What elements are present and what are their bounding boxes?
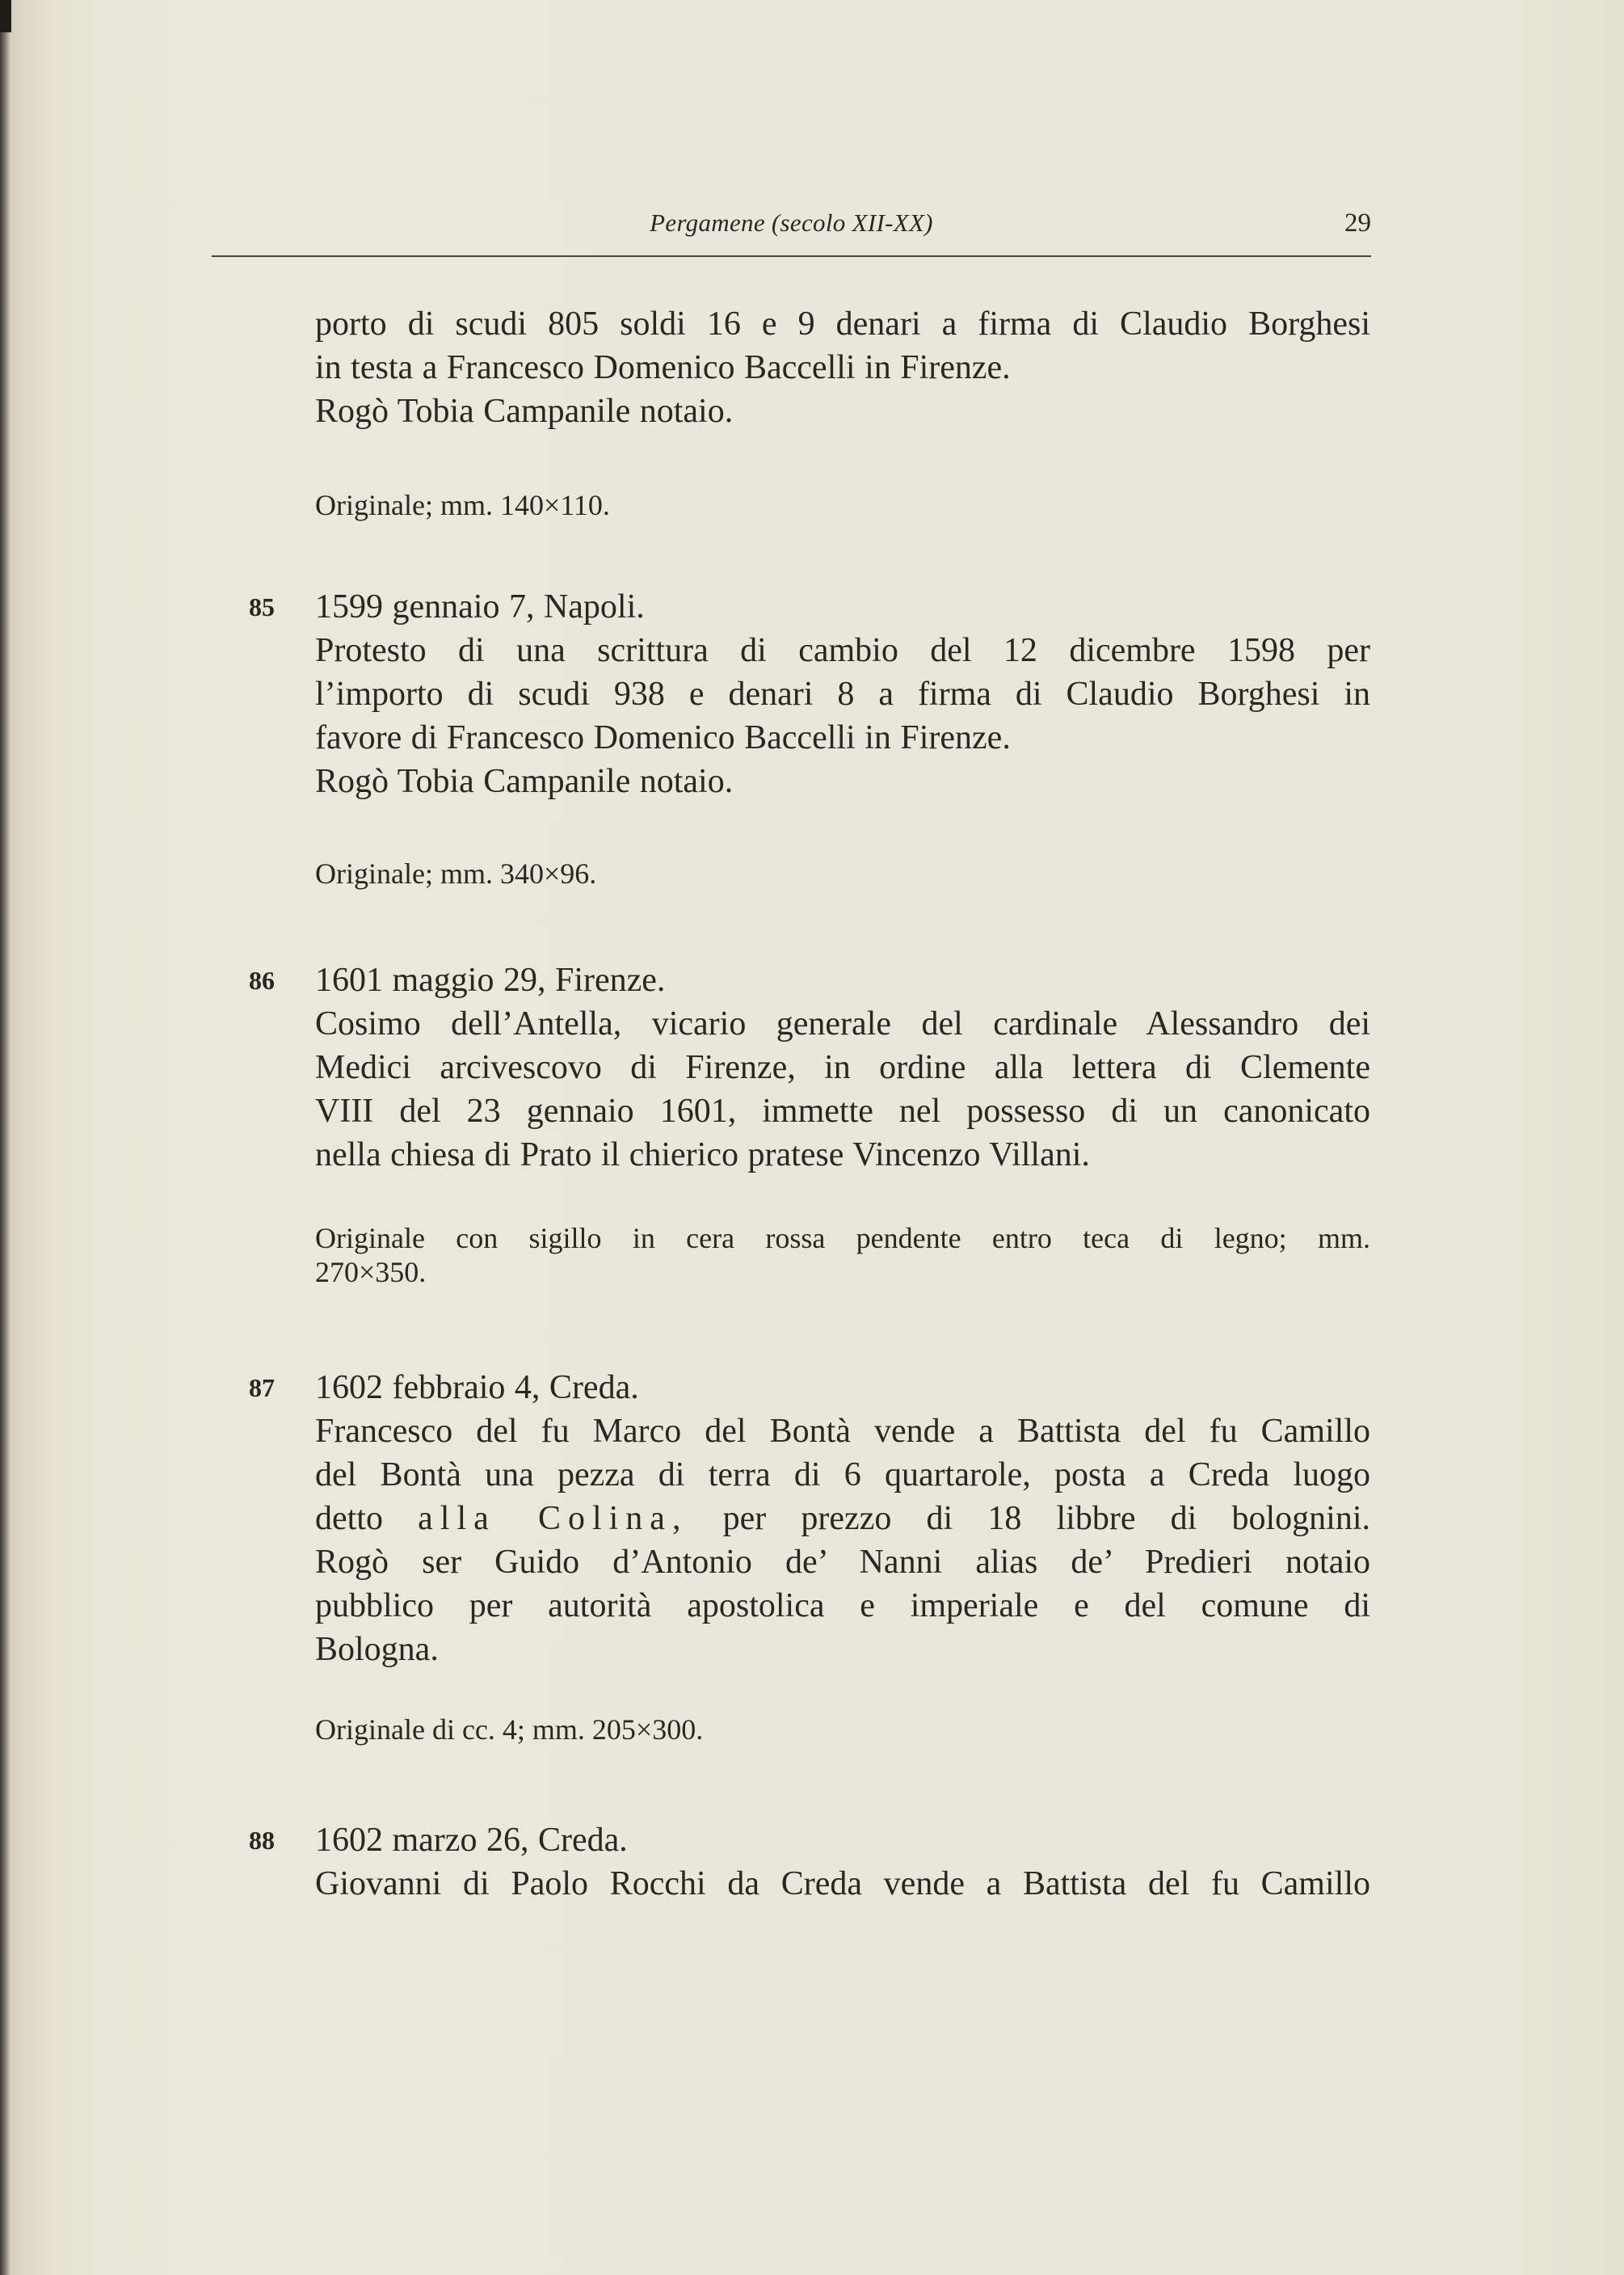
text-line: Rogò Tobia Campanile notaio. [315, 393, 734, 430]
text-line: del Bontà una pezza di terra di 6 quartarole, posta a Creda luogo [315, 1456, 1370, 1493]
entry-text [315, 958, 1370, 1177]
text-line: favore di Francesco Domenico Baccelli in Firenze. [315, 719, 1011, 756]
entry-text [315, 585, 1370, 803]
entry-number: 88 [249, 1826, 275, 1855]
entry-text [315, 1366, 1370, 1671]
note-line: Originale; mm. 140×110. [315, 489, 610, 521]
entry-date: 1601 maggio 29, Firenze. [315, 962, 666, 999]
entry-date: 1602 febbraio 4, Creda. [315, 1369, 639, 1406]
text-line: Cosimo dell’Antella, vicario generale del cardinale Alessandro dei [315, 1005, 1370, 1043]
entry-number: 86 [249, 966, 275, 995]
binding-notch [0, 0, 11, 32]
text-line: Francesco del fu Marco del Bontà vende a Battista del fu Camillo [315, 1413, 1370, 1450]
text-line: Protesto di una scrittura di cambio del 12 dicembre 1598 per [315, 632, 1370, 669]
note-line: 270×350. [315, 1256, 427, 1288]
entry-note [315, 857, 1370, 891]
running-title: Pergamene (secolo XII-XX) [650, 209, 933, 237]
entry-date: 1599 gennaio 7, Napoli. [315, 588, 645, 626]
text-fragment: detto [315, 1500, 383, 1537]
note-line: Originale con sigillo in cera rossa pendente entro teca di legno; mm. [315, 1222, 1370, 1254]
note-line: Originale; mm. 340×96. [315, 857, 597, 890]
text-line: Giovanni di Paolo Rocchi da Creda vende a Battista del fu Camillo [315, 1865, 1370, 1902]
continuation-text [315, 302, 1370, 433]
entry-number: 85 [249, 592, 275, 621]
running-header [212, 209, 1371, 257]
note-line: Originale di cc. 4; mm. 205×300. [315, 1713, 704, 1746]
continuation-note [315, 488, 1370, 522]
entry-note [315, 1221, 1370, 1289]
text-line: Rogò ser Guido d’Antonio de’ Nanni alias de’ Predieri notaio [315, 1544, 1370, 1581]
entry-note [315, 1713, 1370, 1746]
entry-text [315, 1818, 1370, 1906]
text-fragment: per prezzo di 18 libbre di bolognini. [722, 1500, 1370, 1537]
text-line [315, 1497, 1370, 1540]
text-line: pubblico per autorità apostolica e imperiale e del comune di [315, 1587, 1370, 1624]
text-line: in testa a Francesco Domenico Baccelli in Firenze. [315, 349, 1011, 386]
text-line: Bologna. [315, 1631, 439, 1668]
page-number: 29 [1344, 209, 1371, 238]
text-line: l’importo di scudi 938 e denari 8 a firma di Claudio Borghesi in [315, 676, 1370, 713]
entry-number: 87 [249, 1373, 275, 1402]
spaced-place-name: alla Colina, [418, 1500, 688, 1537]
text-line: nella chiesa di Prato il chierico pratese Vincenzo Villani. [315, 1136, 1090, 1173]
text-line: Medici arcivescovo di Firenze, in ordine alla lettera di Clemente [315, 1049, 1370, 1086]
text-line: VIII del 23 gennaio 1601, immette nel possesso di un canonicato [315, 1093, 1370, 1130]
text-line: Rogò Tobia Campanile notaio. [315, 763, 734, 800]
entry-date: 1602 marzo 26, Creda. [315, 1822, 628, 1859]
binding-edge [0, 0, 10, 2275]
text-line: porto di scudi 805 soldi 16 e 9 denari a firma di Claudio Borghesi [315, 305, 1370, 343]
